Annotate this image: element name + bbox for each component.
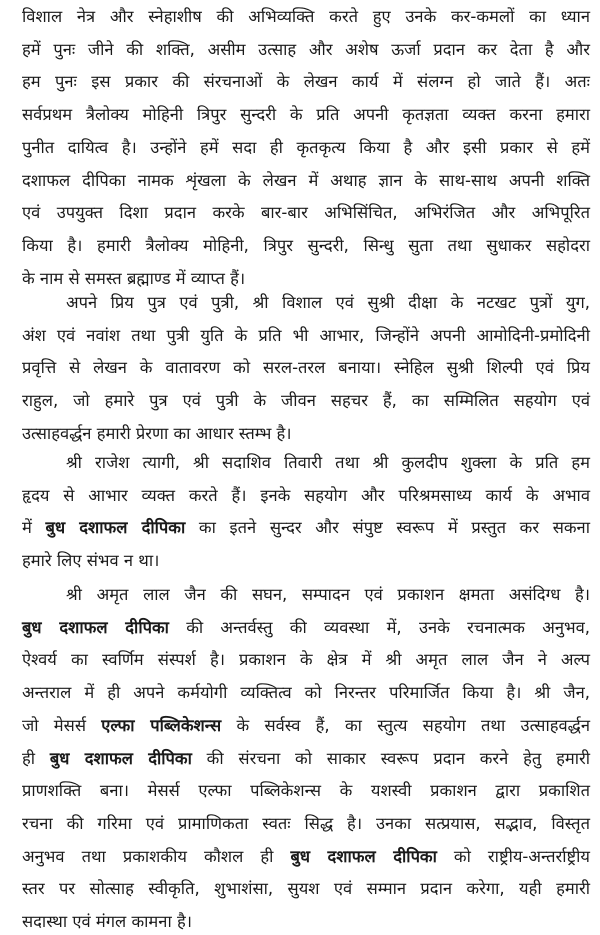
paragraph-1-line	[22, 37, 590, 63]
text-run: रचना की गरिमा एवं प्रामाणिकता स्वतः सिद्ध है। उनका सत्प्रयास, सद्भाव, विस्तृत	[22, 813, 590, 833]
paragraph-4-line	[22, 746, 590, 772]
bold-title-run: बुध दशाफल दीपिका	[22, 617, 169, 637]
paragraph-3-line	[22, 483, 590, 509]
text-run: प्राणशक्ति बना। मेसर्स एल्फा पब्लिकेशन्स के यशस्वी प्रकाशन द्वारा प्रकाशित	[22, 781, 590, 801]
text-run: अंश एवं नवांश तथा पुत्री युति के प्रति भी आभार, जिन्होंने अपनी आमोदिनी-प्रमोदिनी	[22, 325, 590, 345]
text-run: श्री राजेश त्यागी, श्री सदाशिव तिवारी तथा श्री कुलदीप शुक्ला के प्रति हम	[66, 453, 590, 472]
paragraph-1-line	[22, 135, 590, 161]
paragraph-1-line	[22, 200, 590, 226]
text-run: अन्तराल में ही अपने कर्मयोगी व्यक्तित्व को निरन्तर परिमार्जित किया है। श्री जैन,	[22, 683, 590, 703]
text-run: की अन्तर्वस्तु की व्यवस्था में, उनके रचनात्मक अनुभव,	[168, 617, 590, 637]
text-run: उत्साहवर्द्धन हमारी प्रेरणा का आधार स्तम्भ है।	[22, 423, 292, 443]
text-run: जो मेसर्स	[22, 715, 102, 735]
text-run: हृदय से आभार व्यक्त करते हैं। इनके सहयोग और परिश्रमसाध्य कार्य के अभाव	[22, 485, 590, 505]
paragraph-4-line	[22, 811, 590, 837]
text-run: हमारे लिए संभव न था।	[22, 551, 160, 571]
bold-title-run: बुध दशाफल दीपिका	[45, 518, 186, 538]
paragraph-2-line	[22, 388, 590, 414]
text-run: दशाफल दीपिका नामक शृंखला के लेखन में अथाह ज्ञान के साथ-साथ अपनी शक्ति	[22, 170, 590, 190]
text-run: विशाल नेत्र और स्नेहाशीष की अभिव्यक्ति करते हुए उनके कर-कमलों का ध्यान	[22, 7, 590, 26]
text-run: सर्वप्रथम त्रैलोक्य मोहिनी त्रिपुर सुन्दरी के प्रति अपनी कृतज्ञता व्यक्त करना हमारा	[22, 105, 590, 125]
paragraph-4-line	[66, 582, 590, 608]
paragraph-1-line	[22, 69, 590, 95]
paragraph-2-line	[22, 355, 590, 381]
text-run: राहुल, जो हमारे पुत्र एवं पुत्री के जीवन सहचर हैं, का सम्मिलित सहयोग एवं	[22, 391, 590, 411]
paragraph-4-line	[22, 647, 590, 673]
paragraph-2-line	[66, 290, 590, 316]
text-run: हमें पुनः जीने की शक्ति, असीम उत्साह और अशेष ऊर्जा प्रदान कर देता है और	[22, 39, 590, 59]
paragraph-4-line	[22, 909, 590, 935]
paragraph-1-line	[22, 168, 590, 194]
text-run: एवं उपयुक्त दिशा प्रदान करके बार-बार अभिसिंचित, अभिरंजित और अभिपूरित	[22, 203, 590, 223]
bold-title-run: बुध दशाफल दीपिका	[49, 748, 192, 768]
text-run: के सर्वस्व हैं, का स्तुत्य सहयोग तथा उत्साहवर्द्धन	[221, 715, 591, 735]
paragraph-4-line	[22, 615, 590, 641]
paragraph-3-line	[22, 515, 590, 541]
text-run: किया है। हमारी त्रैलोक्य मोहिनी, त्रिपुर सुन्दरी, सिन्धु सुता तथा सुधाकर सहोदरा	[22, 235, 590, 255]
text-run: ही	[22, 748, 50, 768]
text-run: प्रवृत्ति से लेखन के वातावरण को सरल-तरल बनाया। स्नेहिल सुश्री शिल्पी एवं प्रिय	[22, 358, 590, 378]
text-run: अपने प्रिय पुत्र एवं पुत्री, श्री विशाल एवं सुश्री दीक्षा के नटखट पुत्रों युग,	[66, 293, 590, 312]
text-run: की संरचना को साकार स्वरूप प्रदान करने हेतु हमारी	[191, 748, 591, 768]
bold-title-run: एल्फा पब्लिकेशन्स	[101, 715, 222, 735]
text-run: सदास्था एवं मंगल कामना है।	[22, 912, 192, 931]
text-run: स्तर पर सोत्साह स्वीकृति, शुभाशंसा, सुयश एवं सम्मान प्रदान करेगा, यही हमारी	[22, 879, 590, 899]
paragraph-1-line	[22, 266, 590, 292]
text-run: श्री अमृत लाल जैन की सघन, सम्पादन एवं प्रकाशन क्षमता असंदिग्ध है।	[66, 585, 590, 604]
text-run: अनुभव तथा प्रकाशकीय कौशल ही	[22, 846, 291, 866]
text-run: हम पुनः इस प्रकार की संरचनाओं के लेखन कार्य में संलग्न हो जाते हैं। अतः	[22, 72, 590, 92]
paragraph-4-line	[22, 713, 590, 739]
paragraph-3-line	[22, 548, 590, 574]
text-run: ऐश्वर्य का स्वर्णिम संस्पर्श है। प्रकाशन के क्षेत्र में श्री अमृत लाल जैन ने अल्प	[22, 650, 590, 670]
paragraph-4-line	[22, 778, 590, 804]
bold-title-run: बुध दशाफल दीपिका	[290, 846, 437, 866]
paragraph-4-line	[22, 876, 590, 902]
paragraph-1-line	[22, 233, 590, 259]
paragraph-2-line	[22, 323, 590, 349]
paragraph-3-line	[66, 450, 590, 476]
text-run: को राष्ट्रीय-अन्तर्राष्ट्रीय	[436, 846, 590, 866]
paragraph-1-line	[22, 4, 590, 30]
paragraph-2-line	[22, 421, 590, 447]
paragraph-1-line	[22, 102, 590, 128]
text-run: के नाम से समस्त ब्रह्माण्ड में व्याप्त हैं।	[22, 268, 246, 288]
text-run: में	[22, 518, 46, 538]
paragraph-4-line	[22, 680, 590, 706]
text-run: का इतने सुन्दर और संपुष्ट स्वरूप में प्रस्तुत कर सकना	[185, 518, 590, 538]
text-run: पुनीत दायित्व है। उन्होंने हमें सदा ही कृतकृत्य किया है और इसी प्रकार से हमें	[22, 137, 590, 157]
paragraph-4-line	[22, 844, 590, 870]
